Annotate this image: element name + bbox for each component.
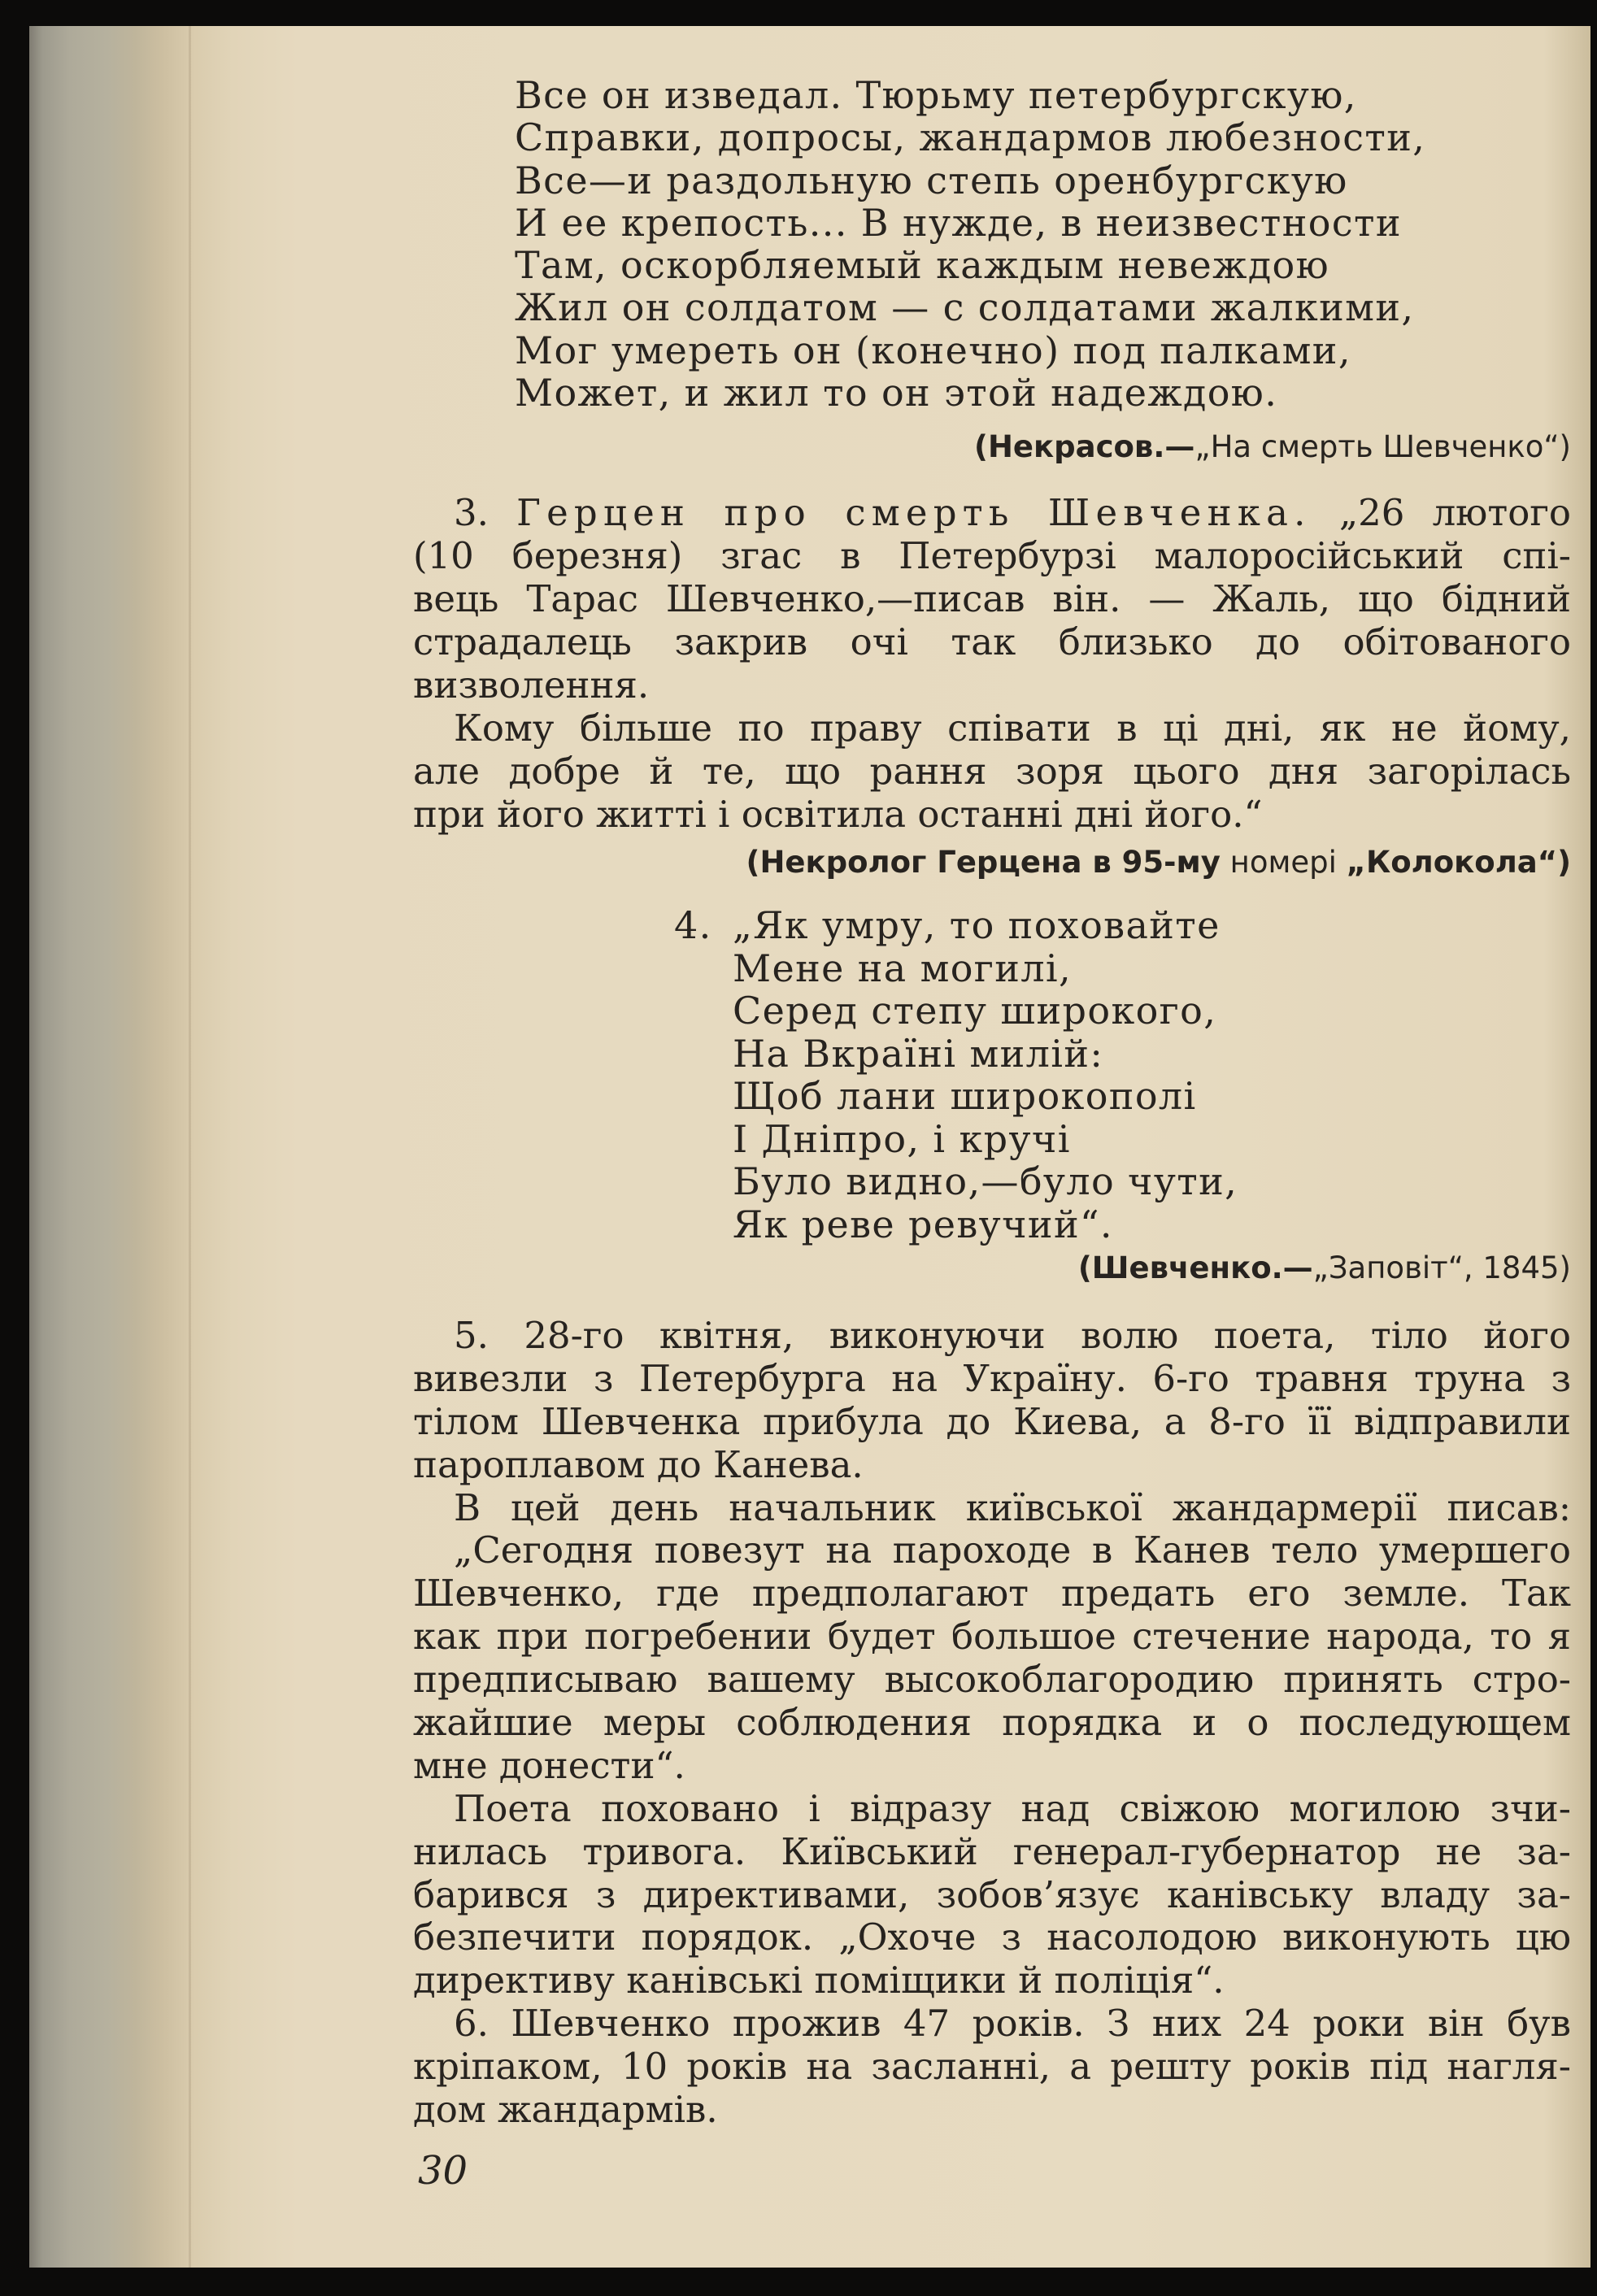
paragraph-line: але добре й те, що рання зоря цього дня загорілась	[413, 750, 1571, 793]
attribution-author: (Некрасов.—	[974, 429, 1195, 464]
attribution-shevchenko	[413, 1250, 1571, 1287]
poem-line-text: „Як умру, то поховайте	[733, 903, 1221, 947]
paragraph-line: кріпаком, 10 років на засланні, а решту років під нагля-	[413, 2045, 1571, 2089]
paragraph-line: Кому більше по праву співати в ці дні, як не йому,	[454, 707, 1571, 750]
paragraph-line: мне донести“.	[413, 1743, 685, 1787]
poem-line: Все он изведал. Тюрьму петербургскую,	[515, 73, 1357, 117]
paragraph-line: Шевченко, где предполагают предать его земле. Так	[413, 1572, 1571, 1615]
attribution-source-title: „Колокола“)	[1346, 845, 1571, 880]
poem-line: Мене на могилі,	[733, 946, 1073, 990]
section-number: 3.	[454, 491, 489, 534]
paragraph-line: 5. 28-го квітня, виконуючи волю поета, тіло його	[454, 1314, 1571, 1357]
attribution-source: номері	[1229, 845, 1337, 880]
paragraph-line: как при погребении будет большое стечение народа, то я	[413, 1615, 1571, 1659]
attribution-author: (Некролог Герцена в 95-му	[746, 845, 1221, 880]
poem-zapovit	[674, 904, 1238, 1246]
paragraph-line: нилась тривога. Київський генерал-губернатор не за-	[413, 1829, 1571, 1873]
paragraph-line: вивезли з Петербурга на Україну. 6-го травня труна з	[413, 1356, 1571, 1400]
poem-line: Справки, допросы, жандармов любезности,	[515, 115, 1426, 160]
paragraph-line: визволення.	[413, 663, 650, 707]
paragraph-line: директиву канівські поміщики й поліція“.	[413, 1959, 1225, 2002]
poem-nekrasov	[515, 74, 1425, 414]
paragraph-line: барився з директивами, зобов’язує канівську владу за-	[413, 1872, 1571, 1916]
paragraph-line: безпечити порядок. „Охоче з насолодою виконують цю	[413, 1916, 1571, 1959]
gutter-fold	[189, 26, 191, 2268]
poem-line: Все—и раздольную степь оренбургскую	[515, 158, 1348, 202]
paragraph-line: В цей день начальник київської жандармерії писав:	[454, 1485, 1571, 1529]
attribution-source: „На смерть Шевченко“)	[1194, 429, 1571, 464]
paragraph-line: страдалець закрив очі так близько до обітованого	[413, 620, 1571, 663]
attribution-author: (Шевченко.—	[1077, 1250, 1313, 1285]
poem-line: Жил он солдатом — с солдатами жалкими,	[515, 285, 1415, 330]
section-3-herzen	[413, 491, 1571, 836]
section-heading: Герцен про смерть Шевченка.	[516, 491, 1312, 534]
poem-line: Було видно,—було чути,	[733, 1159, 1238, 1203]
paragraph-line: вець Тарас Шевченко,—писав він. — Жаль, що бідний	[413, 577, 1571, 620]
paragraph-line: Поета поховано і відразу над свіжою могилою зчи-	[454, 1786, 1571, 1830]
poem-line: Там, оскорбляемый каждым невеждою	[515, 243, 1330, 288]
paragraph-line: „Сегодня повезут на пароходе в Канев тело умершего	[454, 1528, 1571, 1572]
poem-line: Серед степу широкого,	[733, 989, 1217, 1033]
section-number: 4.	[674, 903, 712, 947]
paragraph-line: предписываю вашему высокоблагородию принять стро-	[413, 1658, 1571, 1702]
poem-line: И ее крепость... В нужде, в неизвестности	[515, 200, 1402, 245]
paragraph-line: тілом Шевченка прибула до Киева, а 8-го її відправили	[413, 1399, 1571, 1443]
paragraph-line-text: „26 лютого	[1338, 491, 1571, 534]
attribution-herzen-obituary	[413, 844, 1571, 881]
poem-line: На Вкраїні милій:	[733, 1031, 1104, 1076]
poem-line: Может, и жил то он этой надеждою.	[515, 371, 1278, 415]
poem-line: І Дніпро, і кручі	[733, 1116, 1071, 1161]
paragraph-line: 6. Шевченко прожив 47 років. З них 24 роки він був	[454, 2002, 1571, 2046]
attribution-source: „Заповіт“, 1845)	[1312, 1250, 1571, 1285]
paragraph-line: дом жандармів.	[413, 2088, 718, 2132]
paragraph-line: (10 березня) згас в Петербурзі малоросійський спі-	[413, 534, 1571, 577]
page-number: 30	[418, 2148, 468, 2194]
poem-line: Як реве ревучий“.	[733, 1202, 1113, 1246]
attribution-nekrasov	[413, 428, 1571, 466]
section-5-6	[413, 1315, 1571, 2132]
paragraph-line: при його житті і освітила останні дні його.“	[413, 793, 1263, 836]
paragraph-line: пароплавом до Канева.	[413, 1442, 864, 1486]
paragraph-line	[413, 491, 1571, 534]
paragraph-line: жайшие меры соблюдения порядка и о последующем	[413, 1701, 1571, 1745]
poem-line	[674, 904, 1238, 947]
poem-line: Щоб лани широкополі	[733, 1074, 1197, 1118]
poem-line: Мог умереть он (конечно) под палками,	[515, 328, 1351, 372]
